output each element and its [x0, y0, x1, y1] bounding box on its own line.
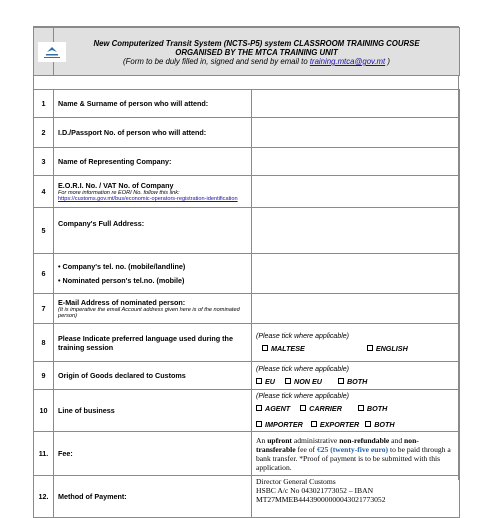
row-number: 8	[34, 324, 54, 362]
origin-options	[256, 377, 455, 386]
language-options	[256, 344, 455, 353]
id-passport-field[interactable]	[252, 118, 460, 148]
business-cell	[252, 390, 460, 432]
payment-line: Director General Customs	[256, 477, 336, 486]
carrier-checkbox[interactable]	[300, 404, 342, 413]
form-header	[34, 28, 460, 76]
option-label: BOTH	[374, 419, 395, 429]
row-number: 1	[34, 90, 54, 118]
fee-text-part: An	[256, 435, 268, 445]
fee-text-part: administrative	[291, 435, 340, 445]
option-label: ENGLISH	[375, 343, 408, 353]
nominated-email-field[interactable]	[252, 294, 460, 324]
checkbox-icon	[262, 345, 268, 351]
row-number: 10	[34, 390, 54, 432]
both-business-checkbox[interactable]	[358, 404, 387, 413]
checkbox-icon	[256, 378, 262, 384]
header-line3	[58, 57, 455, 66]
list-item: • Company's tel. no. (mobile/landline)	[58, 261, 186, 271]
checkbox-icon	[256, 421, 262, 427]
tick-hint: (Please tick where applicable)	[256, 392, 349, 400]
header-line3-suffix: )	[385, 57, 390, 66]
maltese-checkbox[interactable]	[262, 344, 305, 353]
attendee-name-field[interactable]	[252, 90, 460, 118]
business-options-row2	[256, 420, 455, 429]
header-line2: ORGANISED BY THE MTCA TRAINING UNIT	[175, 48, 338, 57]
table-row	[34, 390, 460, 432]
table-row	[34, 90, 460, 118]
spacer-row	[34, 76, 460, 90]
header-title	[54, 28, 460, 76]
fee-text-part: non-transferable	[256, 435, 419, 454]
option-label: CARRIER	[309, 403, 342, 413]
business-options-row1	[256, 404, 455, 413]
language-cell	[252, 324, 460, 362]
eori-link[interactable]: https://customs.gov.mt/bus/economic-operators-registration-identification	[58, 196, 238, 202]
checkbox-icon	[300, 405, 306, 411]
table-row	[34, 294, 460, 324]
row-number: 6	[34, 254, 54, 294]
row-label: Name of Representing Company:	[54, 148, 252, 176]
company-address-field[interactable]	[252, 208, 460, 254]
importer-checkbox[interactable]	[256, 420, 303, 429]
row-number: 11.	[34, 432, 54, 476]
row-label: Fee:	[54, 432, 252, 476]
option-label: AGENT	[265, 403, 291, 413]
checkbox-icon	[367, 345, 373, 351]
row-number: 9	[34, 362, 54, 390]
both-trade-checkbox[interactable]	[365, 420, 394, 429]
row-label: Line of business	[54, 390, 252, 432]
fee-text-part: non-refundable	[339, 435, 390, 445]
table-row	[34, 176, 460, 208]
fee-text-part: to be paid through a bank transfer. *Proof of payment is to be submitted with this application.	[256, 444, 451, 472]
row-number: 12.	[34, 476, 54, 518]
row-label: I.D./Passport No. of person who will attend:	[54, 118, 252, 148]
row-number: 2	[34, 118, 54, 148]
payment-line: MT27MMEB44439000000043021773052	[256, 495, 386, 504]
fee-amount: €25 (twenty-five euro)	[316, 444, 389, 454]
payment-line: HSBC A/c No 043021773052 – IBAN	[256, 486, 374, 495]
nominated-tel-label: Nominated person's tel.no. (mobile)	[62, 275, 185, 285]
english-checkbox[interactable]	[367, 344, 408, 353]
table-row	[34, 476, 460, 518]
table-row	[34, 208, 460, 254]
row-label	[54, 294, 252, 324]
table-row	[34, 432, 460, 476]
checkbox-icon	[338, 378, 344, 384]
option-label: NON EU	[294, 376, 322, 386]
email-note: (It is imperative the email Account address given here is of the nominated person)	[58, 306, 240, 319]
row-label: Please Indicate preferred language used during the training session	[54, 324, 252, 362]
option-label: EXPORTER	[319, 419, 360, 429]
checkbox-icon	[358, 405, 364, 411]
row-label: Name & Surname of person who will attend:	[54, 90, 252, 118]
checkbox-icon	[256, 405, 262, 411]
checkbox-icon	[311, 421, 317, 427]
exporter-checkbox[interactable]	[311, 420, 359, 429]
row-label: Method of Payment:	[54, 476, 252, 518]
option-label: IMPORTER	[265, 419, 303, 429]
row-label	[54, 254, 252, 294]
fee-text-part: upfront	[267, 435, 292, 445]
table-row	[34, 324, 460, 362]
row-label	[54, 176, 252, 208]
company-name-field[interactable]	[252, 148, 460, 176]
logo-cell	[34, 28, 54, 76]
training-email-link[interactable]: training.mtca@gov.mt	[309, 57, 386, 66]
fee-text-part: and	[389, 435, 405, 445]
checkbox-icon	[365, 421, 371, 427]
row-number: 3	[34, 148, 54, 176]
both-checkbox[interactable]	[338, 377, 367, 386]
eu-checkbox[interactable]	[256, 377, 275, 386]
table-row	[34, 362, 460, 390]
table-row	[34, 118, 460, 148]
eori-vat-field[interactable]	[252, 176, 460, 208]
row-number: 7	[34, 294, 54, 324]
option-label: BOTH	[346, 376, 368, 386]
table-row	[34, 148, 460, 176]
list-item: • Nominated person's tel.no. (mobile)	[58, 275, 185, 285]
table-row	[34, 254, 460, 294]
fee-text	[252, 432, 460, 476]
telephone-field[interactable]	[252, 254, 460, 294]
header-line3-prefix: (Form to be duly filled in, signed and send by email to	[123, 57, 310, 66]
tick-hint: (Please tick where applicable)	[256, 332, 349, 340]
row-label: Company's Full Address:	[54, 208, 252, 254]
row-number: 5	[34, 208, 54, 254]
eori-note: For more information re EORI No. follow this link:	[58, 189, 180, 196]
mtca-logo-icon	[38, 42, 66, 62]
agent-checkbox[interactable]	[256, 404, 290, 413]
origin-cell	[252, 362, 460, 390]
tick-hint: (Please tick where applicable)	[256, 365, 349, 373]
training-form	[33, 26, 459, 504]
option-label: EU	[265, 376, 275, 386]
row-label: Origin of Goods declared to Customs	[54, 362, 252, 390]
fee-text-part: fee of	[295, 444, 317, 454]
non-eu-checkbox[interactable]	[285, 377, 322, 386]
header-line1: New Computerized Transit System (NCTS-P5) system CLASSROOM TRAINING COURSE	[93, 39, 420, 48]
payment-details	[252, 476, 460, 518]
email-label: E-Mail Address of nominated person:	[58, 297, 186, 307]
eori-label: E.O.R.I. No. / VAT No. of Company	[58, 180, 174, 190]
option-label: BOTH	[366, 403, 388, 413]
row-number: 4	[34, 176, 54, 208]
checkbox-icon	[285, 378, 291, 384]
form-table	[33, 27, 460, 518]
company-tel-label: Company's tel. no. (mobile/landline)	[62, 261, 186, 271]
option-label: MALTESE	[271, 343, 305, 353]
